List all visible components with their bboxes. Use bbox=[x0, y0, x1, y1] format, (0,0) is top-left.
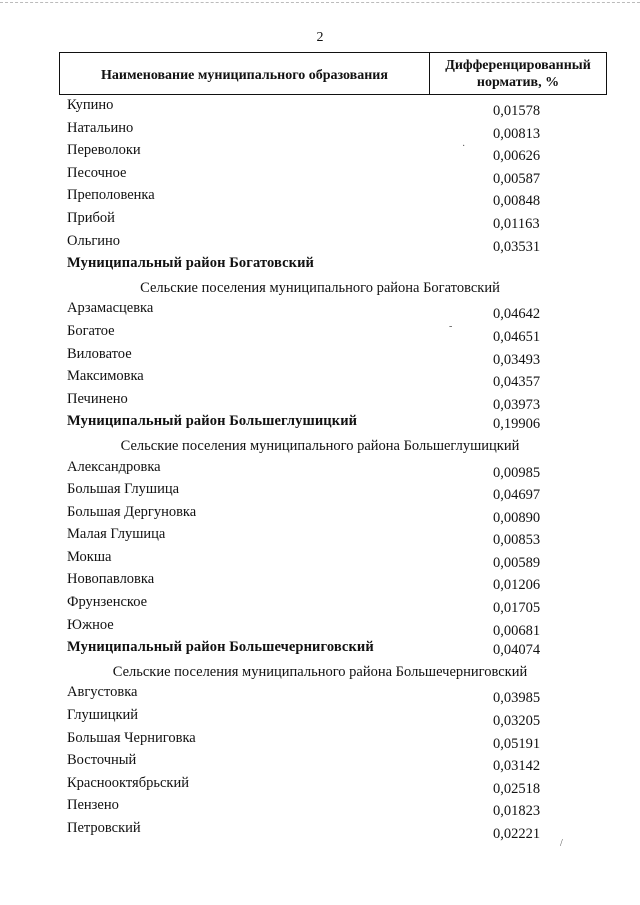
row-name: Купино bbox=[67, 97, 114, 113]
table-row bbox=[0, 298, 640, 321]
row-value: 0,03985 bbox=[493, 690, 541, 707]
row-value: 0,03531 bbox=[493, 238, 541, 255]
row-name: Муниципальный район Богатовский bbox=[67, 255, 314, 272]
table-row bbox=[0, 118, 640, 141]
row-value: 0,00890 bbox=[493, 509, 541, 526]
row-name: Новопавловка bbox=[67, 571, 155, 588]
row-name: Преполовенка bbox=[67, 187, 155, 204]
table-row bbox=[0, 163, 640, 186]
row-value: 0,19906 bbox=[493, 416, 541, 433]
row-value: 0,04651 bbox=[493, 328, 541, 345]
row-value: 0,03205 bbox=[493, 713, 541, 730]
row-value: 0,02518 bbox=[493, 780, 541, 797]
row-value: 0,00681 bbox=[493, 622, 541, 639]
row-name: Фрунзенское bbox=[67, 594, 148, 611]
row-value: 0,05191 bbox=[493, 735, 541, 752]
row-value: 0,03973 bbox=[493, 396, 541, 413]
row-value: 0,00587 bbox=[493, 170, 541, 187]
row-name: Ольгино bbox=[67, 232, 121, 249]
row-name: Южное bbox=[67, 616, 114, 633]
table-row bbox=[0, 773, 640, 796]
table-row bbox=[0, 185, 640, 208]
row-name: Пензено bbox=[67, 797, 119, 814]
column-header-name: Наименование муниципального образования bbox=[60, 53, 430, 94]
row-name: Большая Глушица bbox=[67, 481, 180, 498]
row-value: 0,01823 bbox=[493, 803, 541, 820]
table-row bbox=[0, 321, 640, 344]
table-row bbox=[0, 231, 640, 254]
row-name: Сельские поселения муниципального района Большечерниговский bbox=[112, 663, 528, 680]
subheader-row bbox=[0, 660, 640, 683]
row-name: Восточный bbox=[67, 752, 137, 769]
table-row bbox=[0, 750, 640, 773]
row-name: Мокша bbox=[67, 548, 112, 565]
row-name: Краснооктябрьский bbox=[67, 774, 189, 791]
row-name: Виловатое bbox=[67, 345, 132, 362]
table-row bbox=[0, 592, 640, 615]
table-row bbox=[0, 615, 640, 638]
row-value: 0,00848 bbox=[493, 193, 541, 210]
row-value: 0,01206 bbox=[493, 577, 541, 594]
column-header-norm-line2: норматив, % bbox=[476, 74, 560, 90]
row-value: 0,04697 bbox=[493, 487, 541, 504]
row-name: Августовка bbox=[67, 684, 138, 701]
row-value: 0,01705 bbox=[493, 600, 541, 617]
row-value: 0,00813 bbox=[493, 125, 541, 142]
table-row bbox=[0, 366, 640, 389]
row-value: 0,04074 bbox=[493, 642, 541, 659]
row-value: 0,04642 bbox=[493, 306, 541, 323]
scan-speck: / bbox=[560, 838, 563, 849]
table-row bbox=[0, 208, 640, 231]
column-header-norm-line1: Дифференцированный bbox=[445, 57, 591, 73]
row-value: 0,03493 bbox=[493, 351, 541, 368]
row-name: Песочное bbox=[67, 164, 127, 181]
table-row bbox=[0, 547, 640, 570]
table-header bbox=[59, 52, 607, 95]
row-name: Прибой bbox=[67, 209, 115, 226]
row-value: 0,02221 bbox=[493, 826, 541, 842]
table-row bbox=[0, 705, 640, 728]
table-row bbox=[0, 818, 640, 841]
row-value: 0,00589 bbox=[493, 554, 541, 571]
row-value: 0,01163 bbox=[493, 215, 540, 232]
row-name: Глушицкий bbox=[67, 707, 139, 724]
table-row bbox=[0, 95, 640, 118]
row-name: Малая Глушица bbox=[67, 526, 166, 543]
subheader-row bbox=[0, 276, 640, 299]
row-name: Натальино bbox=[67, 119, 134, 136]
row-name: Муниципальный район Большечерниговский bbox=[67, 639, 374, 656]
table-row bbox=[0, 795, 640, 818]
row-value: 0,00626 bbox=[493, 148, 541, 165]
row-value: 0,01578 bbox=[493, 103, 541, 119]
table-body bbox=[0, 95, 640, 841]
row-name: Арзамасцевка bbox=[67, 300, 154, 317]
district-row bbox=[0, 637, 640, 660]
table-row bbox=[0, 728, 640, 751]
row-value: 0,03142 bbox=[493, 758, 541, 775]
page-number: 2 bbox=[316, 30, 324, 45]
table-row bbox=[0, 389, 640, 412]
row-name: Большая Черниговка bbox=[67, 729, 196, 746]
scan-speck: - bbox=[449, 321, 453, 332]
row-name: Петровский bbox=[67, 820, 141, 836]
table-row bbox=[0, 457, 640, 480]
row-name: Сельские поселения муниципального района Большеглушицкий bbox=[120, 437, 520, 454]
table-row bbox=[0, 682, 640, 705]
table-row bbox=[0, 140, 640, 163]
column-header-norm bbox=[430, 53, 606, 94]
table-row bbox=[0, 344, 640, 367]
row-name: Муниципальный район Большеглушицкий bbox=[67, 413, 358, 430]
table-row bbox=[0, 524, 640, 547]
row-name: Александровка bbox=[67, 458, 161, 475]
district-row bbox=[0, 253, 640, 276]
row-name: Большая Дергуновка bbox=[67, 503, 197, 520]
page-top-rule bbox=[0, 2, 640, 3]
row-value: 0,00985 bbox=[493, 464, 541, 481]
scan-speck: · bbox=[462, 141, 466, 152]
row-name: Печинено bbox=[67, 390, 128, 407]
row-value: 0,00853 bbox=[493, 532, 541, 549]
row-name: Сельские поселения муниципального района Богатовский bbox=[140, 279, 500, 296]
table-row bbox=[0, 502, 640, 525]
row-name: Переволоки bbox=[67, 142, 141, 159]
row-name: Максимовка bbox=[67, 368, 144, 385]
district-row bbox=[0, 411, 640, 434]
table-row bbox=[0, 569, 640, 592]
subheader-row bbox=[0, 434, 640, 457]
table-row bbox=[0, 479, 640, 502]
row-name: Богатое bbox=[67, 322, 115, 339]
row-value: 0,04357 bbox=[493, 374, 541, 391]
